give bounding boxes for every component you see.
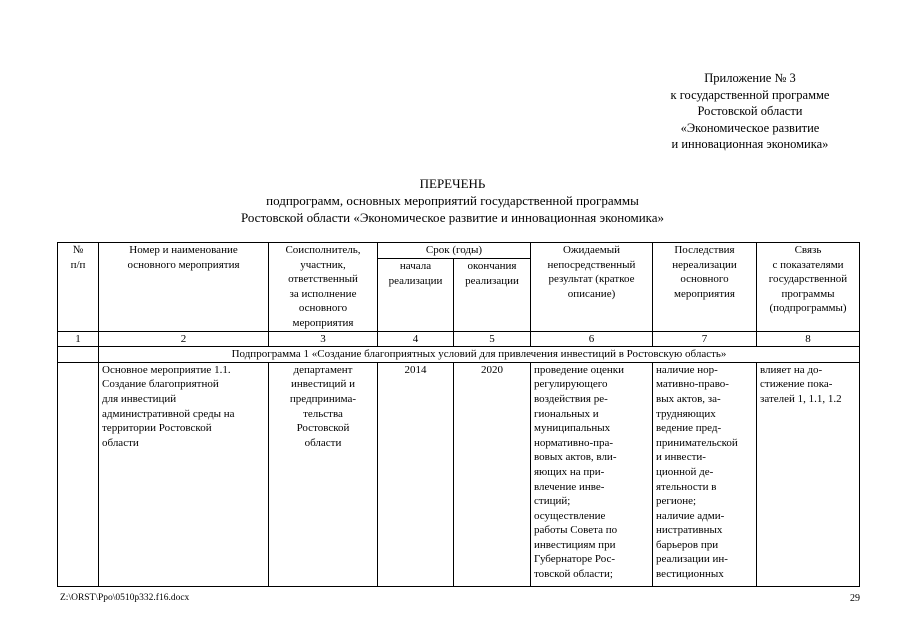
column-number: 1 bbox=[58, 331, 99, 347]
header-link-line: Связь bbox=[794, 244, 822, 256]
title-heading: ПЕРЕЧЕНЬ bbox=[419, 176, 486, 191]
row-result-line: нормативно-пра- bbox=[534, 436, 614, 449]
header-link-line: программы bbox=[781, 287, 835, 300]
header-consequences-line: мероприятия bbox=[674, 287, 735, 300]
row-name-line: Основное мероприятие 1.1. bbox=[102, 363, 231, 376]
row-result bbox=[531, 362, 653, 586]
header-consequences bbox=[653, 243, 757, 332]
document-title bbox=[0, 175, 905, 226]
row-result-line: вовых актов, вли- bbox=[534, 451, 617, 464]
row-consequences-line: вых актов, за- bbox=[656, 392, 721, 405]
header-result-line: Ожидаемый bbox=[562, 244, 621, 256]
row-consequences-line: ционной де- bbox=[656, 465, 714, 478]
row-consequences-line: ведение пред- bbox=[656, 422, 722, 435]
subprogram-num-cell bbox=[58, 347, 99, 363]
row-name-line: Создание благоприятной bbox=[102, 378, 219, 391]
row-consequences-line: нистративных bbox=[656, 524, 723, 537]
title-line-2: Ростовской области «Экономическое развитие и инновационная экономика» bbox=[240, 210, 665, 225]
header-term: Срок (годы) bbox=[378, 243, 531, 259]
footer-file-path: Z:\ORST\Ppo\0510p332.f16.docx bbox=[60, 593, 190, 603]
column-number: 3 bbox=[269, 331, 378, 347]
row-result-line: регулирующего bbox=[534, 378, 608, 391]
row-consequences-line: и инвести- bbox=[656, 451, 706, 464]
header-consequences-line: основного bbox=[680, 273, 729, 286]
header-link-line: государственной bbox=[768, 273, 848, 286]
row-result-line: яющих на при- bbox=[534, 465, 605, 478]
appendix-line: Приложение № 3 bbox=[704, 71, 796, 85]
header-link-line: с показателями bbox=[772, 258, 844, 271]
header-start-line: начала bbox=[399, 260, 432, 273]
row-executor-line: инвестиций и bbox=[291, 378, 355, 391]
row-result-line: влечение инве- bbox=[534, 480, 605, 493]
row-link-line: зателей 1, 1.1, 1.2 bbox=[760, 392, 842, 405]
row-consequences-line: ятельности в bbox=[656, 480, 717, 493]
row-result-line: осуществление bbox=[534, 509, 606, 522]
row-result-line: работы Совета по bbox=[534, 524, 618, 537]
header-executor-line: основного bbox=[298, 302, 348, 315]
row-consequences-line: мативно-право- bbox=[656, 378, 729, 391]
column-number: 7 bbox=[653, 331, 757, 347]
row-executor-line: департамент bbox=[293, 363, 353, 376]
header-name-line: Номер и наименование bbox=[129, 244, 238, 256]
row-link-line: влияет на до- bbox=[760, 363, 823, 376]
row-executor-line: предпринима- bbox=[289, 392, 357, 405]
row-name-line: области bbox=[102, 436, 139, 449]
row-consequences-line: трудняющих bbox=[656, 407, 716, 420]
row-num-cell bbox=[58, 362, 99, 586]
row-executor-line: Ростовской bbox=[296, 422, 350, 435]
row-start-year: 2014 bbox=[378, 362, 454, 586]
row-consequences-line: наличие нор- bbox=[656, 363, 718, 376]
row-consequences-line: вестиционных bbox=[656, 568, 724, 581]
appendix-line: и инновационная экономика» bbox=[671, 137, 829, 151]
column-number: 2 bbox=[99, 331, 269, 347]
appendix-line: к государственной программе bbox=[670, 87, 830, 102]
header-num bbox=[58, 243, 99, 332]
header-end-line: окончания bbox=[467, 260, 517, 273]
row-consequences-line: регионе; bbox=[656, 495, 697, 508]
row-consequences bbox=[653, 362, 757, 586]
row-link bbox=[757, 362, 860, 586]
header-result-line: описание) bbox=[567, 287, 616, 300]
row-result-line: товской области; bbox=[534, 568, 613, 581]
column-number: 8 bbox=[757, 331, 860, 347]
header-consequences-line: Последствия bbox=[674, 244, 735, 256]
appendix-line: «Экономическое развитие bbox=[680, 120, 820, 135]
header-num-line: № bbox=[72, 244, 84, 256]
title-line-1: подпрограмм, основных мероприятий государственной программы bbox=[266, 193, 639, 208]
header-num-line: п/п bbox=[70, 258, 86, 271]
header-executor-line: за исполнение bbox=[289, 287, 357, 300]
header-executor-line: мероприятия bbox=[292, 316, 354, 329]
row-name bbox=[99, 362, 269, 586]
subprogram-title: Подпрограмма 1 «Создание благоприятных условий для привлечения инвестиций в Ростовскую область» bbox=[99, 347, 860, 363]
appendix-block bbox=[600, 70, 900, 153]
program-table bbox=[57, 242, 860, 587]
header-end bbox=[454, 259, 531, 331]
row-consequences-line: наличие адми- bbox=[656, 509, 725, 522]
header-result-line: непосредственный bbox=[547, 258, 636, 271]
header-consequences-line: нереализации bbox=[672, 258, 737, 271]
header-result bbox=[531, 243, 653, 332]
header-start bbox=[378, 259, 454, 331]
header-start-line: реализации bbox=[388, 274, 443, 287]
row-name-line: для инвестиций bbox=[102, 392, 177, 405]
header-executor bbox=[269, 243, 378, 332]
row-executor bbox=[269, 362, 378, 586]
row-executor-line: тельства bbox=[303, 407, 343, 420]
header-link-line: (подпрограммы) bbox=[769, 302, 847, 315]
row-link-line: стижение пока- bbox=[760, 378, 833, 391]
header-link bbox=[757, 243, 860, 332]
row-result-line: проведение оценки bbox=[534, 363, 625, 376]
appendix-line: Ростовской области bbox=[697, 104, 803, 118]
header-executor-line: участник, bbox=[300, 258, 346, 271]
table-row bbox=[58, 362, 860, 586]
row-name-line: административной среды на bbox=[102, 407, 235, 420]
row-result-line: воздействия ре- bbox=[534, 392, 608, 405]
column-number-row bbox=[58, 331, 860, 347]
row-result-line: гиональных и bbox=[534, 407, 599, 420]
row-end-year: 2020 bbox=[454, 362, 531, 586]
header-executor-line: Соисполнитель, bbox=[285, 244, 361, 256]
subprogram-row bbox=[58, 347, 860, 363]
row-result-line: муниципальных bbox=[534, 422, 611, 435]
column-number: 5 bbox=[454, 331, 531, 347]
row-result-line: Губернаторе Рос- bbox=[534, 553, 616, 566]
row-name-line: территории Ростовской bbox=[102, 422, 212, 435]
header-end-line: реализации bbox=[465, 274, 519, 287]
row-executor-line: области bbox=[304, 436, 342, 449]
header-name-line: основного мероприятия bbox=[127, 258, 240, 271]
row-consequences-line: реализации ин- bbox=[656, 553, 728, 566]
header-result-line: результат (краткое bbox=[548, 273, 635, 286]
header-executor-line: ответственный bbox=[288, 273, 358, 286]
column-number: 6 bbox=[531, 331, 653, 347]
column-number: 4 bbox=[378, 331, 454, 347]
header-name bbox=[99, 243, 269, 332]
row-consequences-line: барьеров при bbox=[656, 538, 719, 551]
page-number: 29 bbox=[850, 593, 860, 604]
header-row bbox=[58, 243, 860, 259]
row-result-line: стиций; bbox=[534, 495, 571, 508]
row-consequences-line: принимательской bbox=[656, 436, 738, 449]
row-result-line: инвестициям при bbox=[534, 538, 616, 551]
